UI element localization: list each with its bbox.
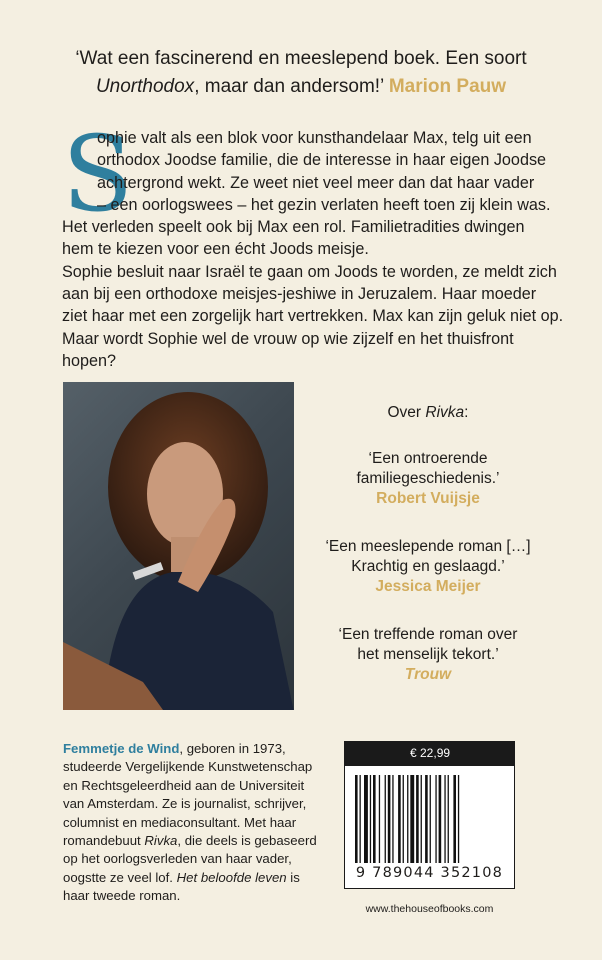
blurb-line: ophie valt als een blok voor kunsthandelaar Max, telg uit een (97, 129, 532, 147)
publisher-url: www.thehouseofbooks.com (365, 903, 494, 915)
price-value: € 22,99 (410, 746, 451, 760)
blurb-line: Maar wordt Sophie wel de vrouw op wie zijzelf en het thuisfront hopen? (62, 329, 514, 370)
bio-book-title: Rivka (144, 833, 178, 849)
isbn-number: 9 789044 352108 (355, 865, 504, 881)
reviews-heading-suffix: : (464, 404, 469, 421)
blurb-text (62, 127, 566, 372)
reviews-heading (322, 403, 534, 423)
blurb-line: – een oorlogswees – het gezin verlaten heeft toen zij klein was. (97, 195, 551, 214)
bio-text: is haar tweede roman. (63, 869, 300, 904)
blurb-line: hem te kiezen voor een écht Joods meisje. (62, 240, 369, 259)
blurb-line: achtergrond wekt. Ze weet niet veel meer dan dat haar vader (97, 173, 535, 192)
barcode (344, 765, 515, 889)
endorsement-author: Marion Pauw (388, 76, 507, 97)
barcode-bars (355, 775, 506, 863)
review (322, 449, 534, 509)
blurb-line: ziet haar met een zorgelijk hart vertrekken. Max kan zijn geluk niet op. (62, 307, 564, 326)
bio-text: , geboren in 1973, studeerde Vergelijkende Kunstwetenschap en Rechtsgeleerdheid aan de Universiteit van Amsterdam. Ze is journalist, schrijver, columnist en mediaconsultant. Met haar romandebuut (63, 741, 313, 849)
author-bio (63, 740, 325, 906)
review-text: ‘Een treffende roman over (338, 626, 518, 643)
blurb-line: Het verleden speelt ook bij Max een rol. Familietradities dwingen (62, 218, 525, 237)
endorsement-quote (40, 45, 562, 101)
review-source: Trouw (404, 666, 452, 683)
review-text: het menselijk tekort.’ (357, 646, 499, 663)
bio-book-title: Het beloofde leven (176, 869, 287, 885)
reviews-heading-title: Rivka (425, 404, 465, 421)
price-label (344, 741, 515, 765)
endorsement-text: , maar dan andersom!’ (194, 76, 384, 97)
review (322, 625, 534, 685)
review-text: familiegeschiedenis.’ (356, 470, 500, 487)
review-text: Krachtig en geslaagd.’ (351, 558, 505, 575)
blurb-line: orthodox Joodse familie, die de interesse in haar eigen Joodse (97, 151, 547, 170)
reviews-heading-prefix: Over (387, 404, 426, 421)
endorsement-line-1: ‘Wat een fascinerend en meeslepend boek. Een soort (75, 48, 527, 69)
review-source: Jessica Meijer (375, 578, 481, 595)
author-name: Femmetje de Wind (63, 741, 180, 756)
blurb-line: Sophie besluit naar Israël te gaan om Joods te worden, ze meldt zich (62, 262, 557, 281)
blurb-line: aan bij een orthodoxe meisjes-jeshiwe in Jeruzalem. Haar moeder (62, 285, 537, 304)
bio-text: , die deels is gebaseerd op het oorlogsverleden van haar vader, oogstte ze veel lof. (63, 833, 317, 885)
review-text: ‘Een ontroerende (368, 450, 488, 467)
review (322, 537, 534, 597)
reviews-section (322, 403, 534, 713)
review-text: ‘Een meeslepende roman […] (325, 538, 531, 555)
endorsement-title: Unorthodox (95, 76, 195, 97)
drop-cap: S (62, 113, 134, 235)
review-source: Robert Vuijsje (376, 490, 480, 507)
author-photo (63, 382, 294, 710)
endorsement-line-2 (40, 73, 562, 101)
